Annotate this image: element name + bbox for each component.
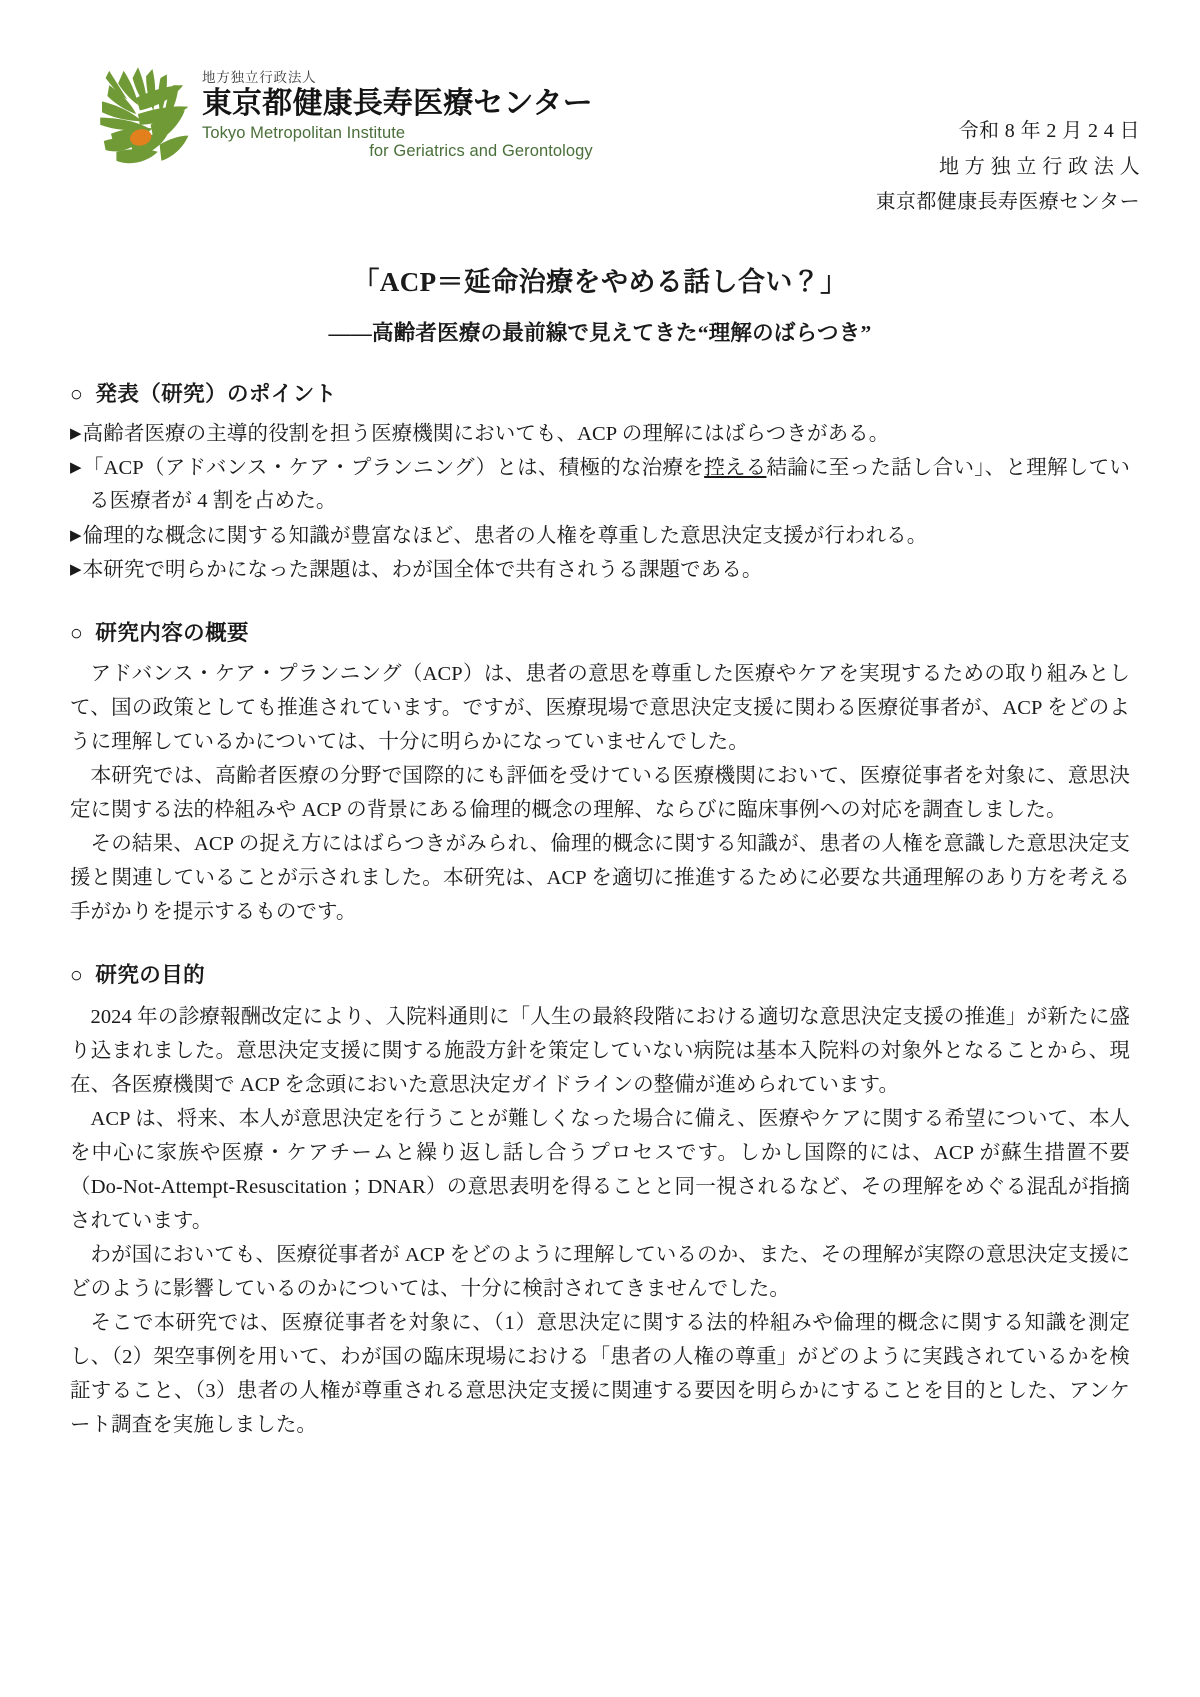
section-purpose xyxy=(70,959,1130,1441)
organization-logo xyxy=(84,58,593,170)
triangle-bullet-icon: ▶ xyxy=(70,460,82,477)
issue-date: 令和 8 年 2 月 2 4 日 xyxy=(958,120,1140,142)
page-subtitle: ——高齢者医療の最前線で見えてきた“理解のばらつき” xyxy=(328,320,872,345)
paragraph: そこで本研究では、医療従事者を対象に、（1）意思決定に関する法的枠組みや倫理的概念に関する知識を測定し、（2）架空事例を用いて、わが国の臨床現場における「患者の人権の尊重」がどのように実践されているかを検証すること、（3）患者の人権が尊重される意思決定支援に関連する要因を明らかにすることを目的とした、アンケート調査を実施しました。 xyxy=(70,1311,1130,1436)
sections-container xyxy=(70,378,1130,1442)
logo-name-ja: 東京都健康長寿医療センター xyxy=(202,86,593,120)
triangle-bullet-icon: ▶ xyxy=(70,426,82,443)
page-title: 「ACP＝延命治療をやめる話し合い？」 xyxy=(352,266,848,297)
list-item-text: 倫理的な概念に関する知識が豊富なほど、患者の人権を尊重した意思決定支援が行われる。 xyxy=(82,524,928,547)
section-heading-label: 発表（研究）のポイント xyxy=(95,381,337,406)
list-item-text: 「ACP（アドバンス・ケア・プランニング）とは、積極的な治療を xyxy=(82,457,705,480)
list-item xyxy=(70,418,1130,451)
emphasis-underline-text: 控える xyxy=(704,457,767,480)
section-points xyxy=(70,378,1130,587)
leaf-logo-icon xyxy=(84,58,192,170)
circle-bullet-icon: ○ xyxy=(70,963,84,988)
list-item-text: 高齢者医療の主導的役割を担う医療機関においても、ACP の理解にはばらつきがある。 xyxy=(82,423,890,446)
circle-bullet-icon: ○ xyxy=(70,621,84,646)
section-heading-overview xyxy=(70,617,1130,649)
document-header xyxy=(0,0,1200,221)
list-item xyxy=(70,452,1130,518)
triangle-bullet-icon: ▶ xyxy=(70,527,82,544)
logo-corporate-type: 地方独立行政法人 xyxy=(202,70,317,86)
triangle-bullet-icon: ▶ xyxy=(70,561,82,578)
section-heading-label: 研究の目的 xyxy=(95,963,206,988)
section-heading-purpose xyxy=(70,959,1130,991)
logo-name-en-line2: for Geriatrics and Gerontology xyxy=(369,142,593,161)
section-heading-label: 研究内容の概要 xyxy=(95,621,249,646)
paragraph: わが国においても、医療従事者が ACP をどのように理解しているのか、また、その理解が実際の意思決定支援にどのように影響しているのかについては、十分に検討されてきませんでした。 xyxy=(70,1243,1130,1300)
list-item xyxy=(70,520,1130,553)
points-list xyxy=(70,418,1130,587)
organization-logo-text xyxy=(202,67,593,161)
section-heading-points xyxy=(70,378,1130,410)
paragraph: ACP は、将来、本人が意思決定を行うことが難しくなった場合に備え、医療やケアに関する希望について、本人を中心に家族や医療・ケアチームと繰り返し話し合うプロセスです。しかし国際的には、ACP が蘇生措置不要（Do-Not-Attempt-Resuscitation；DNAR）の意思表明を得ることと同一視されるなど、その理解をめぐる混乱が指摘されています。 xyxy=(70,1107,1130,1232)
document-body xyxy=(0,378,1200,1442)
paragraph: 2024 年の診療報酬改定により、入院料通則に「人生の最終段階における適切な意思決定支援の推進」が新たに盛り込まれました。意思決定支援に関する施設方針を策定していない病院は基本入院料の対象外となることから、現在、各医療機関で ACP を念頭においた意思決定ガイドラインの整備が進められています。 xyxy=(70,1005,1130,1096)
list-item-text: 本研究で明らかになった課題は、わが国全体で共有されうる課題である。 xyxy=(82,558,763,581)
paragraph: 本研究では、高齢者医療の分野で国際的にも評価を受けている医療機関において、医療従事者を対象に、意思決定に関する法的枠組みや ACP の背景にある倫理的概念の理解、ならびに臨床事例への対応を調査しました。 xyxy=(70,765,1130,822)
list-item xyxy=(70,554,1130,587)
issuer-corporate-type: 地 方 独 立 行 政 法 人 xyxy=(939,155,1140,178)
list-item-text: 結論に至った話し合い」、と理解している医療者が 4 割を占めた。 xyxy=(89,457,1131,513)
section-overview xyxy=(70,617,1130,929)
logo-name-en-line1: Tokyo Metropolitan Institute xyxy=(202,124,406,143)
header-meta xyxy=(876,58,1140,221)
paragraph: アドバンス・ケア・プランニング（ACP）は、患者の意思を尊重した医療やケアを実現するための取り組みとして、国の政策としても推進されています。ですが、医療現場で意思決定支援に関わる医療従事者が、ACP をどのように理解しているかについては、十分に明らかになっていませんでした。 xyxy=(70,663,1130,754)
issuer-name: 東京都健康長寿医療センター xyxy=(875,191,1140,214)
circle-bullet-icon: ○ xyxy=(70,381,84,406)
paragraph: その結果、ACP の捉え方にはばらつきがみられ、倫理的概念に関する知識が、患者の人権を意識した意思決定支援と関連していることが示されました。本研究は、ACP を適切に推進するために必要な共通理解のあり方を考える手がかりを提示するものです。 xyxy=(70,833,1130,924)
